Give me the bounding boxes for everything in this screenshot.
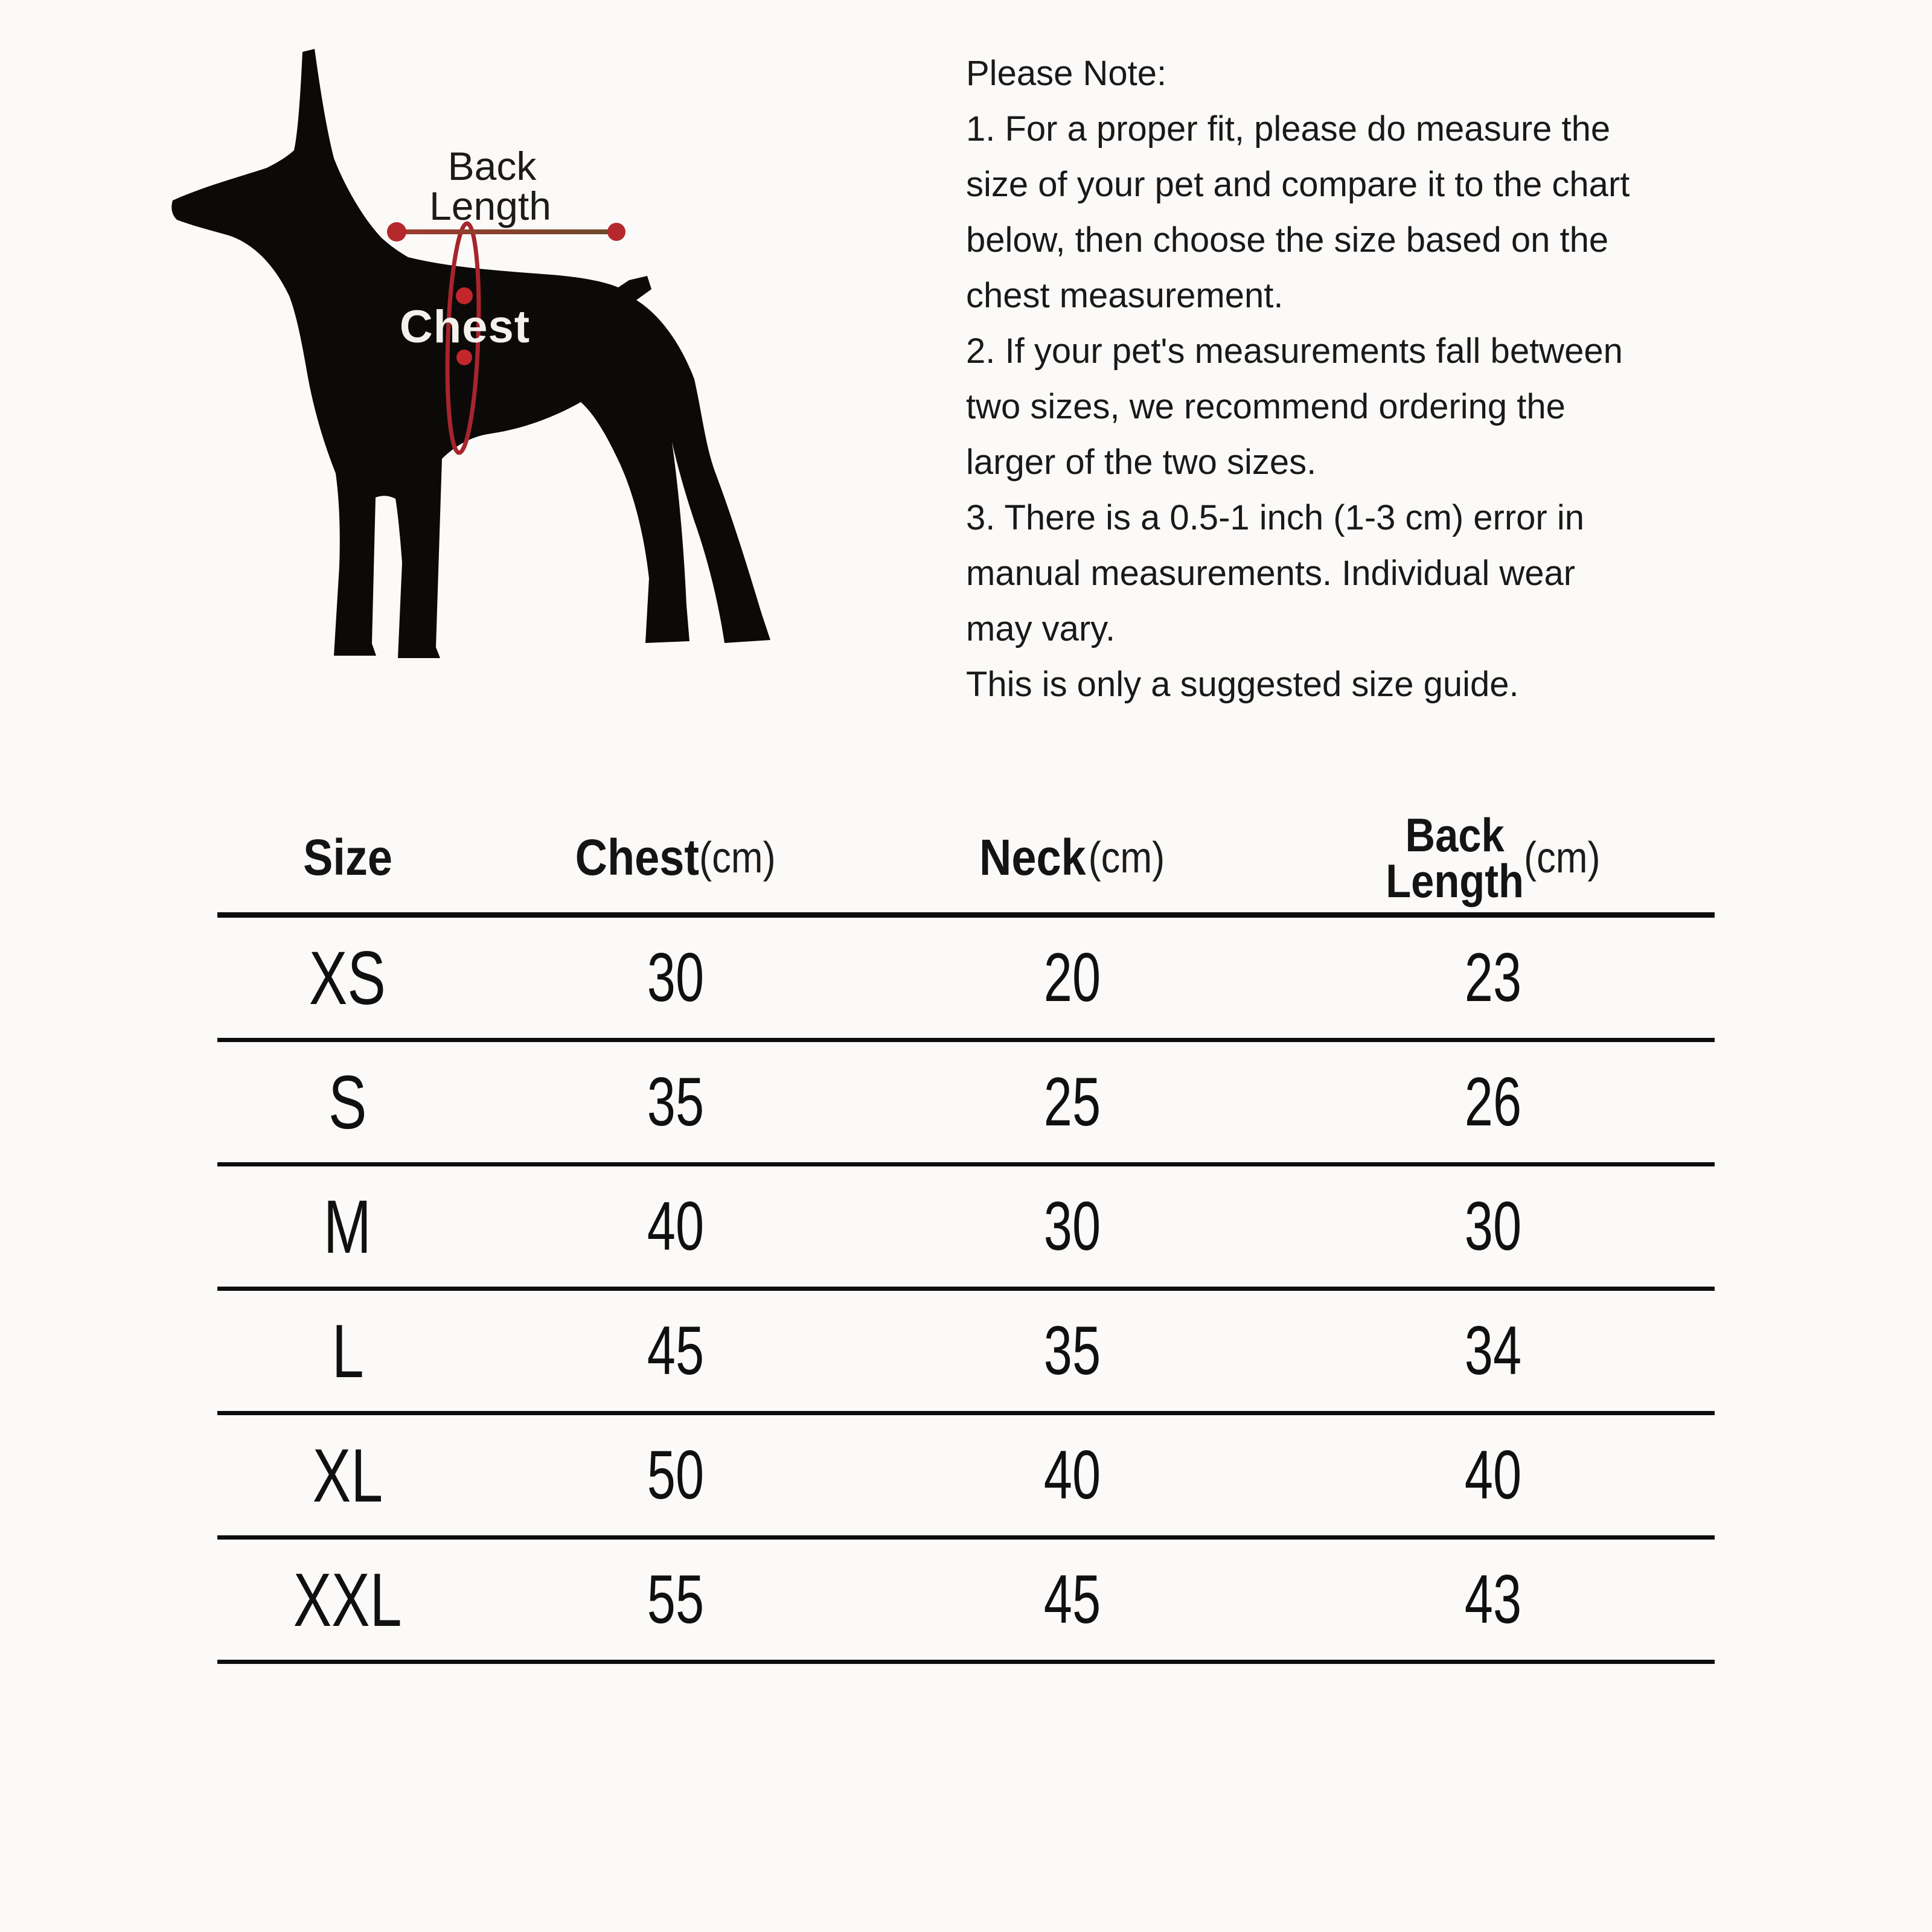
- cell-chest: 35: [647, 1063, 705, 1140]
- cell-size: M: [324, 1184, 372, 1269]
- note-line: manual measurements. Individual wear: [966, 554, 1576, 593]
- cell-neck: 25: [1043, 1063, 1101, 1140]
- cell-chest: 55: [647, 1561, 705, 1638]
- cell-chest: 40: [647, 1188, 705, 1265]
- cell-neck: 35: [1043, 1312, 1101, 1389]
- note-line: This is only a suggested size guide.: [966, 665, 1519, 704]
- table-row-xs: [217, 918, 1715, 1042]
- table-row-l: [217, 1291, 1715, 1415]
- cell-neck: 40: [1043, 1436, 1101, 1514]
- table-row-m: [217, 1166, 1715, 1291]
- cell-neck: 30: [1043, 1188, 1101, 1265]
- cell-size: XL: [312, 1433, 383, 1518]
- cell-size: L: [331, 1308, 364, 1393]
- cell-chest: 45: [647, 1312, 705, 1389]
- table-row-s: [217, 1042, 1715, 1166]
- size-chart-table: [217, 803, 1715, 1664]
- chest-label: Chest: [399, 301, 531, 353]
- cell-back-length: 26: [1464, 1063, 1522, 1140]
- table-row-xl: [217, 1415, 1715, 1540]
- cell-back-length: 40: [1464, 1436, 1522, 1514]
- cell-neck: 45: [1043, 1561, 1101, 1638]
- note-line: chest measurement.: [966, 276, 1284, 315]
- note-line: Please Note:: [966, 54, 1167, 93]
- back-length-dot-right: [607, 223, 625, 241]
- note-line: two sizes, we recommend ordering the: [966, 387, 1566, 426]
- header-size: Size: [302, 829, 392, 886]
- note-line: 2. If your pet's measurements fall between: [966, 331, 1623, 371]
- note-line: 1. For a proper fit, please do measure the: [966, 109, 1611, 149]
- header-chest: Chest (cm): [575, 829, 776, 886]
- dog-measurement-diagram: [163, 36, 785, 664]
- back-length-label-line2: Length: [429, 184, 551, 228]
- cell-size: XS: [309, 935, 386, 1020]
- cell-chest: 50: [647, 1436, 705, 1514]
- back-length-label-line1: Back: [447, 144, 537, 188]
- cell-size: S: [328, 1060, 367, 1145]
- notes-block: [966, 46, 1775, 712]
- cell-back-length: 34: [1464, 1312, 1522, 1389]
- note-line: larger of the two sizes.: [966, 443, 1317, 482]
- cell-chest: 30: [647, 939, 705, 1016]
- cell-neck: 20: [1043, 939, 1101, 1016]
- cell-back-length: 30: [1464, 1188, 1522, 1265]
- dog-diagram-svg: [163, 36, 785, 664]
- cell-back-length: 23: [1464, 939, 1522, 1016]
- back-length-measure-line: [395, 229, 618, 234]
- table-row-xxl: [217, 1540, 1715, 1664]
- cell-size: XXL: [293, 1557, 402, 1642]
- back-length-dot-left: [387, 222, 406, 242]
- header-neck: Neck (cm): [979, 829, 1165, 886]
- table-header-row: [217, 803, 1715, 918]
- header-back-length: Back Length (cm): [1386, 808, 1601, 907]
- note-line: 3. There is a 0.5-1 inch (1-3 cm) error in: [966, 498, 1584, 537]
- note-line: below, then choose the size based on the: [966, 220, 1609, 260]
- cell-back-length: 43: [1464, 1561, 1522, 1638]
- note-line: size of your pet and compare it to the chart: [966, 165, 1630, 204]
- note-line: may vary.: [966, 609, 1116, 648]
